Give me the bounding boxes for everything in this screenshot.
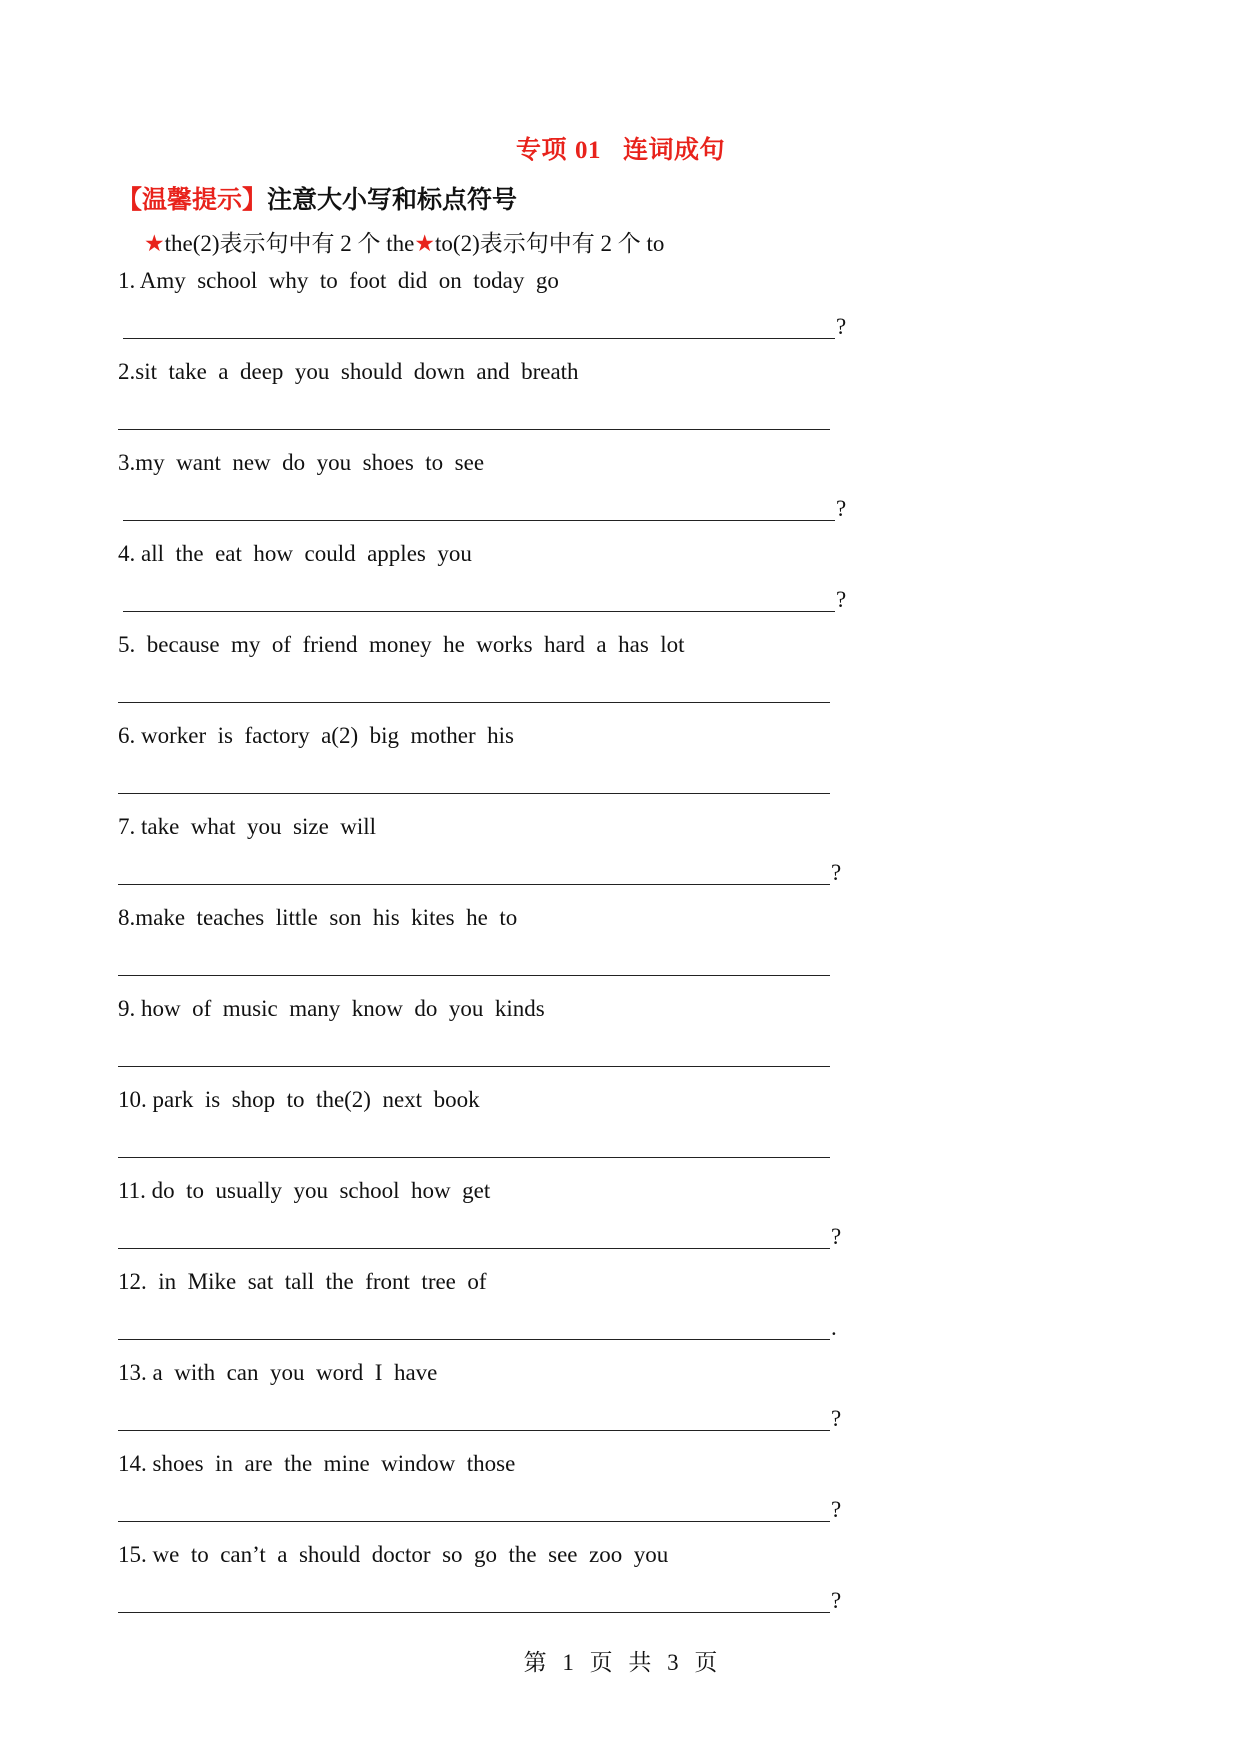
end-punctuation: ? bbox=[831, 860, 842, 885]
question-text: 4. all the eat how could apples you bbox=[118, 541, 472, 566]
end-punctuation: . bbox=[831, 1315, 837, 1340]
answer-line[interactable] bbox=[123, 338, 835, 339]
question-text: 5. because my of friend money he works hard a has lot bbox=[118, 632, 685, 657]
question-text: 12. in Mike sat tall the front tree of bbox=[118, 1269, 487, 1294]
tip-label: 【温馨提示】 bbox=[117, 187, 268, 214]
question-text: 2.sit take a deep you should down and breath bbox=[118, 359, 579, 384]
star-icon: ★ bbox=[144, 231, 165, 256]
tip-line bbox=[117, 180, 517, 216]
end-punctuation: ? bbox=[831, 1224, 842, 1249]
answer-line[interactable] bbox=[118, 702, 830, 703]
page-footer: 第 1 页 共 3 页 bbox=[523, 1650, 718, 1675]
note-part1: the(2)表示句中有 2 个 the bbox=[164, 231, 415, 256]
answer-line[interactable] bbox=[118, 1339, 830, 1340]
note-line bbox=[144, 225, 664, 258]
answer-line[interactable] bbox=[118, 1521, 830, 1522]
answer-line[interactable] bbox=[118, 1157, 830, 1158]
question-text: 11. do to usually you school how get bbox=[118, 1178, 491, 1203]
question-text: 9. how of music many know do you kinds bbox=[118, 996, 545, 1021]
answer-line[interactable] bbox=[118, 1066, 830, 1067]
answer-line[interactable] bbox=[118, 793, 830, 794]
end-punctuation: ? bbox=[836, 587, 847, 612]
title-number: 01 bbox=[575, 137, 601, 164]
answer-line[interactable] bbox=[118, 1612, 830, 1613]
answer-line[interactable] bbox=[118, 884, 830, 885]
question-text: 13. a with can you word I have bbox=[118, 1360, 438, 1385]
answer-line[interactable] bbox=[118, 975, 830, 976]
question-text: 10. park is shop to the(2) next book bbox=[118, 1087, 480, 1112]
question-text: 15. we to can’t a should doctor so go the see zoo you bbox=[118, 1542, 669, 1567]
question-text: 3.my want new do you shoes to see bbox=[118, 450, 485, 475]
answer-line[interactable] bbox=[118, 1248, 830, 1249]
answer-line[interactable] bbox=[118, 429, 830, 430]
end-punctuation: ? bbox=[831, 1497, 842, 1522]
note-part2: to(2)表示句中有 2 个 to bbox=[435, 231, 665, 256]
end-punctuation: ? bbox=[836, 496, 847, 521]
star-icon: ★ bbox=[414, 231, 436, 256]
question-text: 8.make teaches little son his kites he to bbox=[118, 905, 518, 930]
answer-line[interactable] bbox=[118, 1430, 830, 1431]
question-text: 6. worker is factory a(2) big mother his bbox=[118, 723, 515, 748]
page-title bbox=[0, 130, 1241, 166]
question-text: 1. Amy school why to foot did on today go bbox=[118, 268, 559, 293]
end-punctuation: ? bbox=[831, 1588, 842, 1613]
tip-text: 注意大小写和标点符号 bbox=[267, 187, 518, 214]
answer-line[interactable] bbox=[123, 611, 835, 612]
answer-line[interactable] bbox=[123, 520, 835, 521]
question-text: 7. take what you size will bbox=[118, 814, 377, 839]
title-prefix: 专项 bbox=[515, 137, 567, 164]
end-punctuation: ? bbox=[831, 1406, 842, 1431]
question-text: 14. shoes in are the mine window those bbox=[118, 1451, 516, 1476]
title-main: 连词成句 bbox=[623, 137, 726, 164]
end-punctuation: ? bbox=[836, 314, 847, 339]
